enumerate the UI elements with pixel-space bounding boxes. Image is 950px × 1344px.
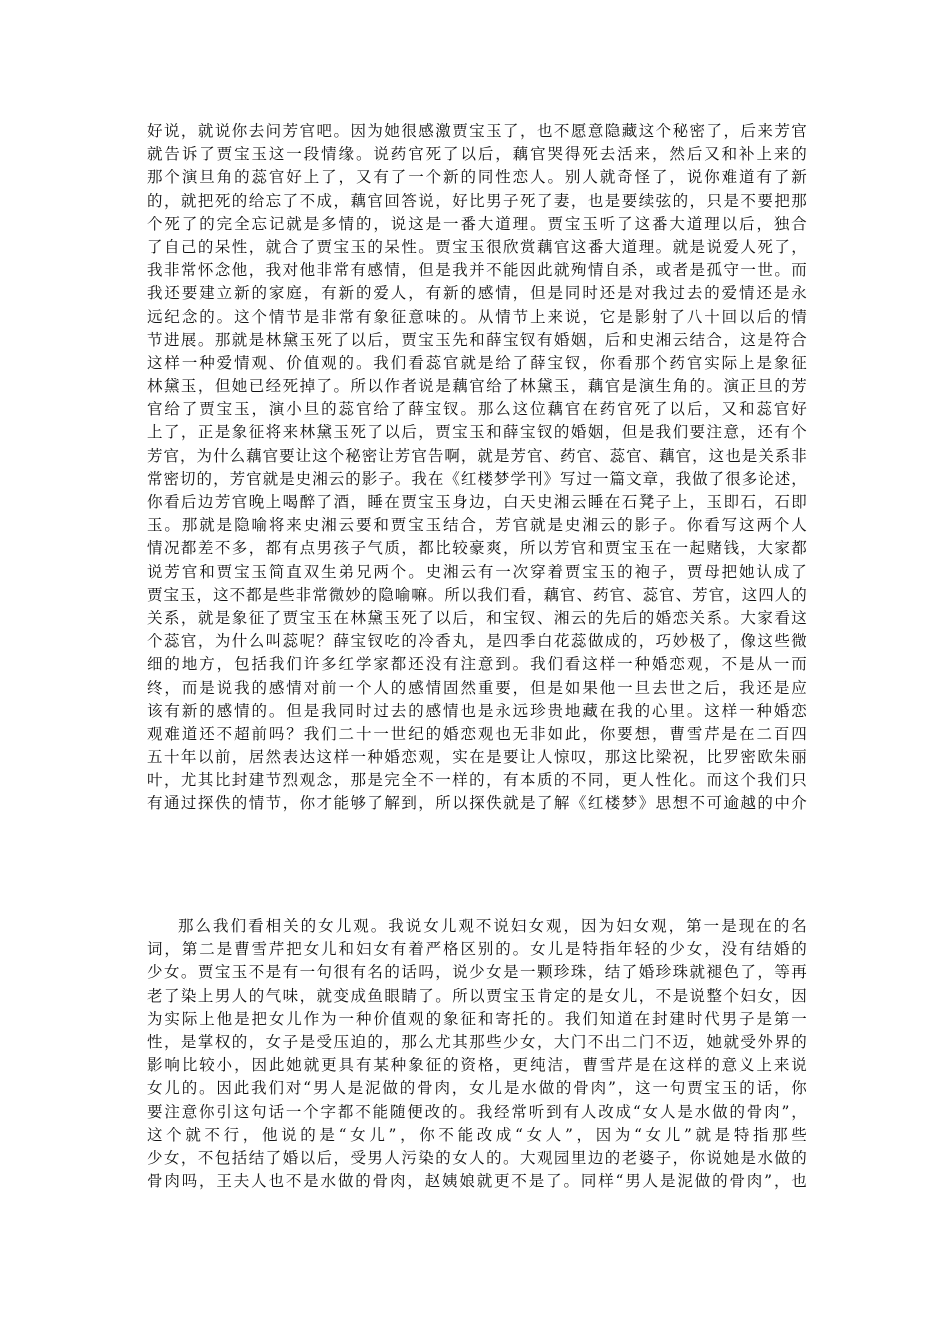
text-line: 骨肉吗，王夫人也不是水做的骨肉，赵姨娘就更不是了。同样“男人是泥做的骨肉”，也 — [147, 1172, 807, 1191]
text-line: 那个演旦角的蕊官好上了，又有了一个新的同性恋人。别人就奇怪了，说你难道有了新 — [147, 168, 807, 187]
text-line: 少女。贾宝玉不是有一句很有名的话吗，说少女是一颗珍珠，结了婚珍珠就褪色了，等再 — [147, 963, 807, 982]
text-line: 那么我们看相关的女儿观。我说女儿观不说妇女观，因为妇女观，第一是现在的名 — [178, 917, 807, 935]
text-line: 五十年以前，居然表达这样一种婚恋观，实在是要让人惊叹，那这比梁祝，比罗密欧朱丽 — [147, 748, 807, 767]
text-line: 说芳官和贾宝玉简直双生弟兄两个。史湘云有一次穿着贾宝玉的袍子，贾母把她认成了 — [147, 562, 807, 581]
text-line: 官给了贾宝玉，演小旦的蕊官给了薛宝钗。那么这位藕官在药官死了以后，又和蕊官好 — [147, 400, 807, 419]
text-line: 玉。那就是隐喻将来史湘云要和贾宝玉结合，芳官就是史湘云的影子。你看写这两个人 — [147, 516, 807, 535]
text-line: 贾宝玉，这不都是些非常微妙的隐喻嘛。所以我们看，藕官、药官、蕊官、芳官，这四人的 — [147, 585, 807, 604]
text-line: 这个就不行，他说的是“女儿”，你不能改成“女人”，因为“女儿”就是特指那些 — [147, 1125, 807, 1144]
text-line: 我非常怀念他，我对他非常有感情，但是我并不能因此就殉情自杀，或者是孤守一世。而 — [147, 261, 807, 280]
text-line: 了自己的呆性，就合了贾宝玉的呆性。贾宝玉很欣赏藕官这番大道理。就是说爱人死了， — [147, 237, 807, 256]
text-line: 好说，就说你去问芳官吧。因为她很感激贾宝玉了，也不愿意隐藏这个秘密了，后来芳官 — [147, 122, 807, 140]
text-line: 少女，不包括结了婚以后，受男人污染的女人的。大观园里边的老婆子，你说她是水做的 — [147, 1148, 807, 1167]
text-line: 林黛玉，但她已经死掉了。所以作者说是藕官给了林黛玉，藕官是演生角的。演正旦的芳 — [147, 377, 807, 396]
text-line: 叶，尤其比封建节烈观念，那是完全不一样的，有本质的不同，更人性化。而这个我们只 — [147, 771, 807, 790]
text-line: 影响比较小，因此她就更具有某种象征的资格，更纯洁，曹雪芹是在这样的意义上来说 — [147, 1056, 807, 1075]
text-line: 节进展。那就是林黛玉死了以后，贾宝玉先和薛宝钗有婚姻，后和史湘云结合，这是符合 — [147, 330, 807, 349]
text-line: 有通过探佚的情节，你才能够了解到，所以探佚就是了解《红楼梦》思想不可逾越的中介 — [147, 794, 807, 813]
text-line: 老了染上男人的气味，就变成鱼眼睛了。所以贾宝玉肯定的是女儿，不是说整个妇女，因 — [147, 986, 807, 1005]
text-line: 该有新的感情的。但是我同时过去的感情也是永远珍贵地藏在我的心里。这样一种婚恋 — [147, 701, 807, 720]
paragraph-1 — [147, 120, 807, 816]
text-line: 芳官，为什么藕官要让这个秘密让芳官告啊，就是芳官、药官、蕊官、藕官，这也是关系非 — [147, 446, 807, 465]
text-line: 我还要建立新的家庭，有新的爱人，有新的感情，但是同时还是对我过去的爱情还是永 — [147, 284, 807, 303]
text-line: 的，就把死的给忘了不成，藕官回答说，好比男子死了妻，也是要续弦的，只是不要把那 — [147, 191, 807, 210]
text-line: 上了，正是象征将来林黛玉死了以后，贾宝玉和薛宝钗的婚姻，但是我们要注意，还有个 — [147, 423, 807, 442]
text-line: 细的地方，包括我们许多红学家都还没有注意到。我们看这样一种婚恋观，不是从一而 — [147, 655, 807, 674]
text-line: 这样一种爱情观、价值观的。我们看蕊官就是给了薛宝钗，你看那个药官实际上是象征 — [147, 353, 807, 372]
text-line: 女儿的。因此我们对“男人是泥做的骨肉，女儿是水做的骨肉”，这一句贾宝玉的话，你 — [147, 1079, 807, 1098]
text-line: 观难道还不超前吗？我们二十一世纪的婚恋观也无非如此，你要想，曹雪芹是在二百四 — [147, 724, 807, 743]
text-line: 终，而是说我的感情对前一个人的感情固然重要，但是如果他一旦去世之后，我还是应 — [147, 678, 807, 697]
text-line: 就告诉了贾宝玉这一段情缘。说药官死了以后，藕官哭得死去活来，然后又和补上来的 — [147, 145, 807, 164]
text-line: 性，是掌权的，女子是受压迫的，那么尤其那些少女，大门不出二门不迈，她就受外界的 — [147, 1032, 807, 1051]
text-line: 关系，就是象征了贾宝玉在林黛玉死了以后，和宝钗、湘云的先后的婚恋关系。大家看这 — [147, 608, 807, 627]
text-line: 个蕊官，为什么叫蕊呢？薛宝钗吃的冷香丸，是四季白花蕊做成的，巧妙极了，像这些微 — [147, 632, 807, 651]
text-line: 要注意你引这句话一个字都不能随便改的。我经常听到有人改成“女人是水做的骨肉”， — [147, 1102, 807, 1121]
text-line: 常密切的，芳官就是史湘云的影子。我在《红楼梦学刊》写过一篇文章，我做了很多论述， — [147, 469, 807, 488]
text-line: 情况都差不多，都有点男孩子气质，都比较豪爽，所以芳官和贾宝玉在一起赌钱，大家都 — [147, 539, 807, 558]
text-line: 你看后边芳官晚上喝醉了酒，睡在贾宝玉身边，白天史湘云睡在石凳子上，玉即石，石即 — [147, 493, 807, 511]
text-line: 个死了的完全忘记就是多情的，说这是一番大道理。贾宝玉听了这番大道理以后，独合 — [147, 214, 807, 233]
text-line: 远纪念的。这个情节是非常有象征意味的。从情节上来说，它是影射了八十回以后的情 — [147, 307, 807, 326]
text-line: 为实际上他是把女儿作为一种价值观的象征和寄托的。我们知道在封建时代男子是第一 — [147, 1009, 807, 1028]
paragraph-2 — [147, 915, 807, 1193]
text-line: 词，第二是曹雪芹把女儿和妇女有着严格区别的。女儿是特指年轻的少女，没有结婚的 — [147, 940, 807, 959]
